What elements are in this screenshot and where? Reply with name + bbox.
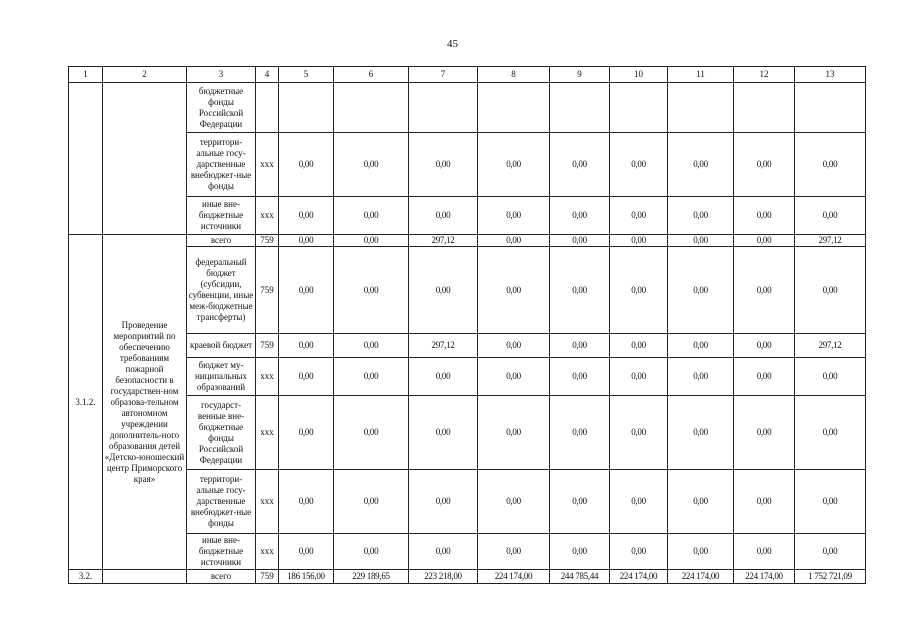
value-cell: 0,00: [734, 470, 795, 534]
value-cell: 0,00: [279, 396, 334, 470]
header-cell: 12: [734, 67, 795, 83]
value-cell: [668, 83, 734, 133]
value-cell: 224 174,00: [478, 570, 550, 584]
budget-code: 759: [256, 570, 279, 584]
row-name-cell: [103, 83, 187, 235]
value-cell: 1 752 721,09: [795, 570, 866, 584]
value-cell: 0,00: [478, 235, 550, 247]
value-cell: 0,00: [610, 470, 668, 534]
value-cell: 0,00: [279, 197, 334, 235]
value-cell: 0,00: [734, 534, 795, 570]
value-cell: 0,00: [550, 197, 610, 235]
value-cell: 0,00: [409, 358, 478, 396]
value-cell: 0,00: [550, 358, 610, 396]
budget-code: ххх: [256, 470, 279, 534]
value-cell: 0,00: [668, 235, 734, 247]
value-cell: 0,00: [550, 235, 610, 247]
header-cell: 3: [187, 67, 256, 83]
value-cell: 0,00: [550, 334, 610, 358]
value-cell: 0,00: [478, 334, 550, 358]
value-cell: 0,00: [795, 197, 866, 235]
value-cell: [279, 83, 334, 133]
budget-table: [68, 66, 866, 584]
value-cell: 0,00: [279, 470, 334, 534]
value-cell: 0,00: [668, 534, 734, 570]
value-cell: 0,00: [279, 534, 334, 570]
table-row: [69, 247, 866, 334]
value-cell: 0,00: [409, 133, 478, 197]
row-code-cell: [69, 83, 103, 235]
value-cell: 0,00: [409, 470, 478, 534]
value-cell: 0,00: [409, 396, 478, 470]
value-cell: 0,00: [279, 334, 334, 358]
value-cell: 0,00: [279, 358, 334, 396]
table-row: [69, 534, 866, 570]
value-cell: 0,00: [334, 396, 409, 470]
value-cell: 0,00: [478, 197, 550, 235]
funding-source: всего: [187, 235, 256, 247]
value-cell: [795, 83, 866, 133]
value-cell: 0,00: [478, 133, 550, 197]
value-cell: 0,00: [478, 396, 550, 470]
table-row: [69, 470, 866, 534]
value-cell: 0,00: [668, 197, 734, 235]
value-cell: 0,00: [610, 133, 668, 197]
header-row: [69, 67, 866, 83]
budget-code: ххх: [256, 358, 279, 396]
budget-code: 759: [256, 334, 279, 358]
value-cell: 0,00: [610, 197, 668, 235]
value-cell: 0,00: [668, 247, 734, 334]
value-cell: 0,00: [668, 133, 734, 197]
table-row: [69, 197, 866, 235]
page-number: 45: [447, 38, 458, 50]
table-row: [69, 83, 866, 133]
value-cell: 0,00: [734, 235, 795, 247]
funding-source: иные вне-бюджетные источники: [187, 534, 256, 570]
value-cell: 0,00: [795, 133, 866, 197]
value-cell: 0,00: [610, 247, 668, 334]
value-cell: 0,00: [550, 534, 610, 570]
header-cell: 6: [334, 67, 409, 83]
value-cell: 0,00: [734, 247, 795, 334]
funding-source: бюджетные фонды Российской Федерации: [187, 83, 256, 133]
value-cell: 224 174,00: [668, 570, 734, 584]
header-cell: 10: [610, 67, 668, 83]
funding-source: государст-венные вне-бюджетные фонды Российской Федерации: [187, 396, 256, 470]
value-cell: 0,00: [478, 358, 550, 396]
header-cell: 1: [69, 67, 103, 83]
value-cell: 0,00: [409, 534, 478, 570]
value-cell: 0,00: [334, 197, 409, 235]
value-cell: 0,00: [734, 396, 795, 470]
value-cell: 0,00: [279, 133, 334, 197]
value-cell: 0,00: [334, 470, 409, 534]
value-cell: [550, 83, 610, 133]
value-cell: 0,00: [795, 534, 866, 570]
value-cell: 0,00: [668, 334, 734, 358]
value-cell: 229 189,65: [334, 570, 409, 584]
table-row: [69, 133, 866, 197]
budget-code: ххх: [256, 396, 279, 470]
header-cell: 13: [795, 67, 866, 83]
item-code: 3.1.2.: [69, 235, 103, 570]
value-cell: 0,00: [409, 247, 478, 334]
value-cell: [478, 83, 550, 133]
header-cell: 8: [478, 67, 550, 83]
header-cell: 9: [550, 67, 610, 83]
funding-source: бюджет му-ниципальных образований: [187, 358, 256, 396]
value-cell: 186 156,00: [279, 570, 334, 584]
value-cell: 0,00: [734, 358, 795, 396]
value-cell: 0,00: [550, 470, 610, 534]
table-row: [69, 235, 866, 247]
funding-source: краевой бюджет: [187, 334, 256, 358]
value-cell: 0,00: [334, 334, 409, 358]
value-cell: 0,00: [550, 247, 610, 334]
value-cell: 0,00: [610, 334, 668, 358]
funding-source: территори-альные госу-дарственные внебюджет-ные фонды: [187, 470, 256, 534]
value-cell: 0,00: [279, 235, 334, 247]
value-cell: [409, 83, 478, 133]
value-cell: 244 785,44: [550, 570, 610, 584]
value-cell: 0,00: [734, 334, 795, 358]
funding-source: иные вне-бюджетные источники: [187, 197, 256, 235]
table-row: [69, 396, 866, 470]
value-cell: 0,00: [279, 247, 334, 334]
item-name: Проведение мероприятий по обеспечению требованиям пожарной безопасности в государствен-ном образова-тельном автономном учреждении дополнитель-ного образования детей «Детско-юношеский центр Приморского края»: [103, 235, 187, 570]
item-code: 3.2.: [69, 570, 103, 584]
value-cell: 0,00: [409, 197, 478, 235]
header-cell: 4: [256, 67, 279, 83]
value-cell: 297,12: [795, 235, 866, 247]
value-cell: 0,00: [478, 470, 550, 534]
value-cell: 0,00: [334, 534, 409, 570]
value-cell: 0,00: [668, 358, 734, 396]
value-cell: 0,00: [668, 470, 734, 534]
budget-code: 759: [256, 247, 279, 334]
value-cell: 0,00: [610, 396, 668, 470]
header-cell: 11: [668, 67, 734, 83]
value-cell: 224 174,00: [610, 570, 668, 584]
value-cell: 0,00: [334, 235, 409, 247]
funding-source: территори-альные госу-дарственные внебюджет-ные фонды: [187, 133, 256, 197]
value-cell: 0,00: [795, 247, 866, 334]
value-cell: 0,00: [795, 396, 866, 470]
value-cell: 0,00: [734, 133, 795, 197]
value-cell: 0,00: [610, 235, 668, 247]
value-cell: 0,00: [550, 133, 610, 197]
budget-code: ххх: [256, 197, 279, 235]
item-name: [103, 570, 187, 584]
table-row: [69, 334, 866, 358]
header-cell: 2: [103, 67, 187, 83]
table-row: [69, 358, 866, 396]
table-row: [69, 570, 866, 584]
value-cell: 0,00: [334, 358, 409, 396]
value-cell: 297,12: [409, 334, 478, 358]
budget-code: ххх: [256, 133, 279, 197]
budget-code: ххх: [256, 534, 279, 570]
value-cell: 0,00: [795, 358, 866, 396]
value-cell: 224 174,00: [734, 570, 795, 584]
value-cell: 0,00: [734, 197, 795, 235]
value-cell: 0,00: [334, 247, 409, 334]
value-cell: 0,00: [478, 534, 550, 570]
funding-source: всего: [187, 570, 256, 584]
value-cell: [734, 83, 795, 133]
header-cell: 7: [409, 67, 478, 83]
value-cell: 0,00: [550, 396, 610, 470]
value-cell: [334, 83, 409, 133]
value-cell: 297,12: [795, 334, 866, 358]
value-cell: 0,00: [795, 470, 866, 534]
budget-code: [256, 83, 279, 133]
value-cell: 0,00: [334, 133, 409, 197]
value-cell: 0,00: [610, 358, 668, 396]
header-cell: 5: [279, 67, 334, 83]
value-cell: 297,12: [409, 235, 478, 247]
funding-source: федеральный бюджет (субсидии, субвенции, иные меж-бюджетные трансферты): [187, 247, 256, 334]
budget-code: 759: [256, 235, 279, 247]
value-cell: 223 218,00: [409, 570, 478, 584]
value-cell: 0,00: [478, 247, 550, 334]
value-cell: 0,00: [610, 534, 668, 570]
value-cell: 0,00: [668, 396, 734, 470]
value-cell: [610, 83, 668, 133]
